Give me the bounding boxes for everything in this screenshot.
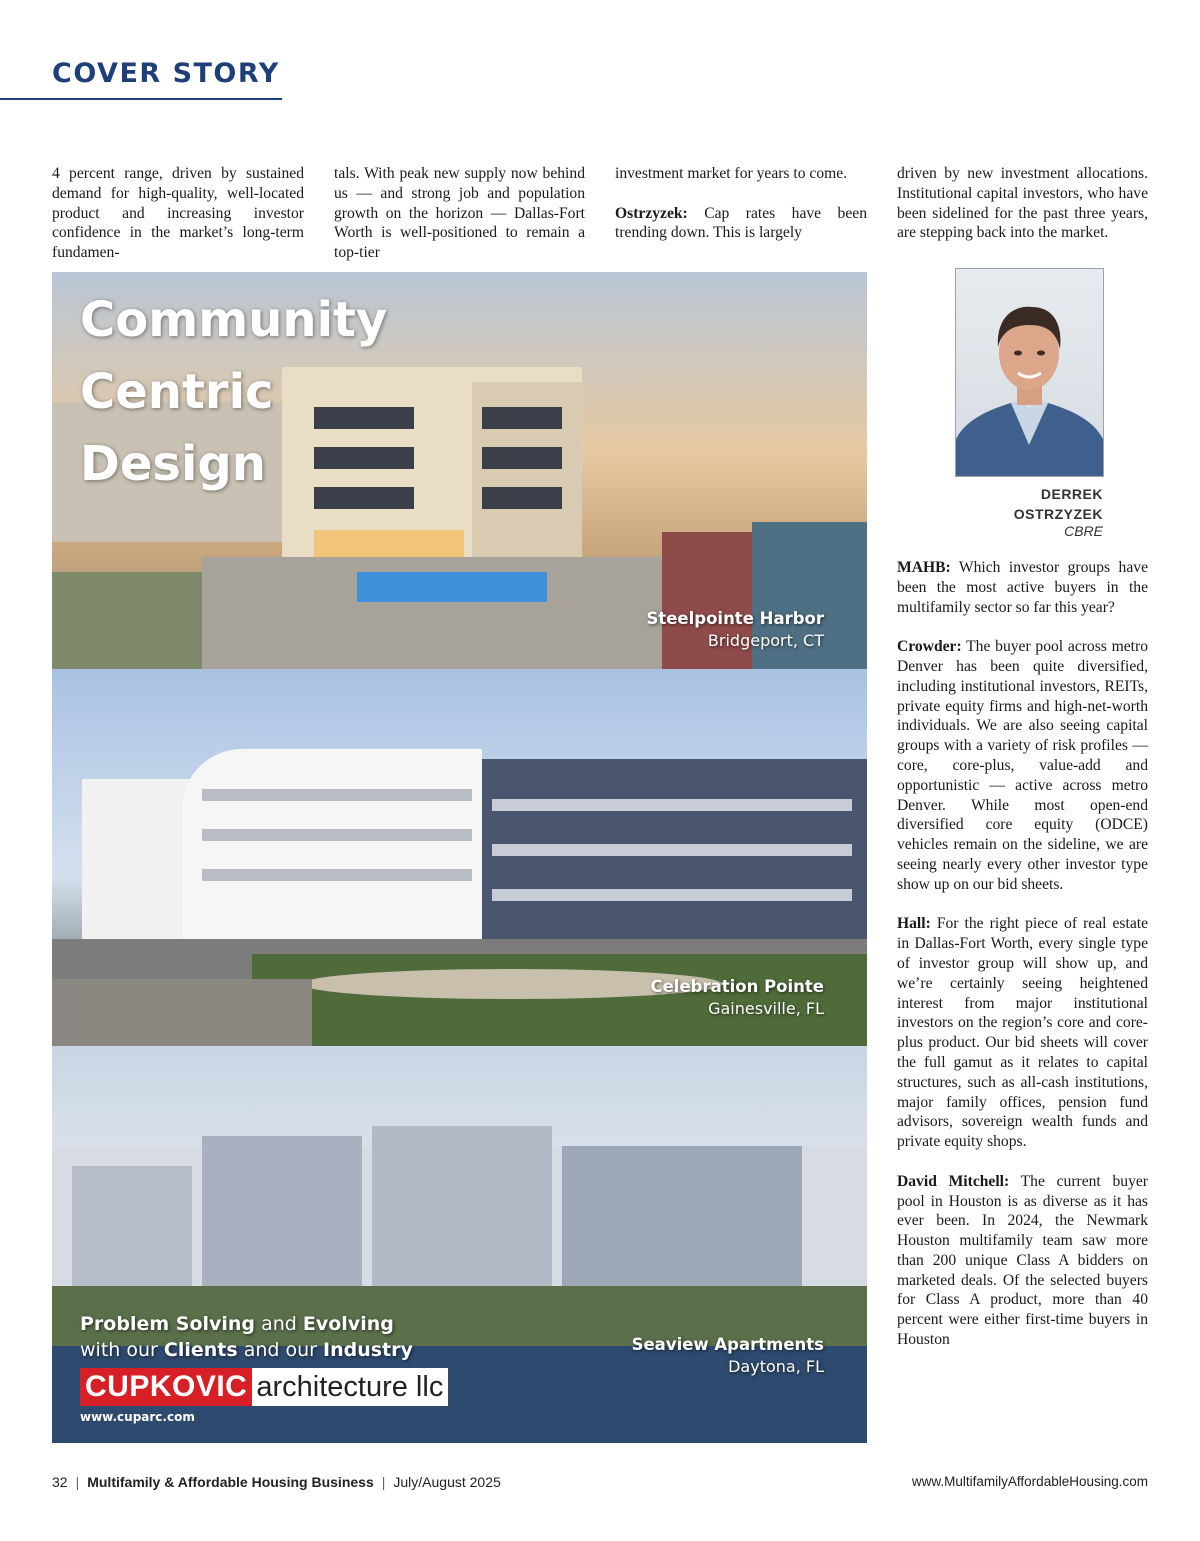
- article-column-3: [615, 164, 867, 243]
- project-caption: [646, 608, 824, 652]
- ad-headline-line: Design: [80, 436, 266, 492]
- speaker-name: David Mitchell:: [897, 1172, 1010, 1190]
- project-name: Celebration Pointe: [650, 977, 824, 996]
- issue-date: July/August 2025: [393, 1474, 501, 1490]
- speaker-name: Ostrzyzek:: [615, 204, 688, 222]
- paragraph: 4 percent range, driven by sustained demand for high-quality, well-located product and increasing investor confidence in the market’s long-term fundamen-: [52, 165, 304, 262]
- article-column-4: [897, 164, 1148, 243]
- project-location: Gainesville, FL: [708, 999, 824, 1018]
- project-location: Daytona, FL: [728, 1357, 824, 1376]
- speaker-name: Crowder:: [897, 638, 962, 656]
- answer-text: For the right piece of real estate in Dallas-Fort Worth, every single type of investor group will show up, and we’re certainly seeing heightened interest from major institutional investors on the region’s core and core-plus product. Our bid sheets will cover the full gamut as it relates to capital structures, such as all-cash institutions, major family offices, pension fund advisors, sovereign wealth funds and private equity shops.: [897, 915, 1148, 1151]
- section-header: [0, 58, 282, 100]
- logo-wordmark: architecture llc: [252, 1368, 448, 1406]
- question-text: Which investor groups have been the most active buyers in the multifamily sector so far this year?: [897, 559, 1148, 616]
- publication-name: Multifamily & Affordable Housing Business: [87, 1474, 374, 1490]
- ad-headline-line: Community: [80, 292, 388, 348]
- page-number: 32: [52, 1474, 68, 1490]
- cupkovic-logo: [80, 1368, 448, 1406]
- project-name: Seaview Apartments: [631, 1335, 824, 1354]
- ad-website-link[interactable]: www.cuparc.com: [80, 1410, 195, 1424]
- paragraph: tals. With peak new supply now behind us — and strong job and population growth on the horizon — Dallas-Fort Worth is well-positioned to remain a top-tier: [334, 165, 585, 262]
- portrait-image: [956, 269, 1103, 476]
- footer-separator: |: [381, 1474, 386, 1490]
- ad-headline: [80, 284, 387, 500]
- answer-text: The current buyer pool in Houston is as diverse as it has ever been. In 2024, the Newmark Houston multifamily team saw more than 200 unique Class A bidders on marketed deals. Of the selected buyers for Class A product, more than 40 percent were either first-time buyers in Houston: [897, 1172, 1148, 1349]
- project-caption: [632, 1334, 824, 1378]
- paragraph: driven by new investment allocations. Institutional capital investors, who have been sidelined for the past three years, are stepping back into the market.: [897, 165, 1148, 242]
- answer: [897, 914, 1148, 1152]
- ad-headline-line: Centric: [80, 364, 274, 420]
- headshot-photo: [955, 268, 1104, 477]
- section-title: COVER STORY: [52, 58, 280, 89]
- publication-website[interactable]: www.MultifamilyAffordableHousing.com: [911, 1474, 1148, 1489]
- logo-mark: CUPKOVIC: [80, 1368, 252, 1406]
- answer: [897, 1172, 1148, 1350]
- page-footer: [52, 1474, 501, 1490]
- answer-text: The buyer pool across metro Denver has been quite diversified, including institutional investors, REITs, private equity firms and high-net-worth individuals. We are also seeing capital groups with a variety of risk profiles — core, core-plus, value-add and opportunistic — active across metro Denver. While most open-end diversified core equity (ODCE) vehicles remain on the sideline, we are seeing nearly every other investor type show up on our bid sheets.: [897, 638, 1148, 893]
- ad-tagline: Problem Solving and Evolving with our Clients and our Industry: [80, 1313, 413, 1361]
- speaker-name: MAHB:: [897, 559, 951, 576]
- profile-last-name: OSTRZYZEK: [1013, 506, 1103, 522]
- project-location: Bridgeport, CT: [707, 631, 824, 650]
- answer: [897, 637, 1148, 894]
- footer-separator: |: [75, 1474, 80, 1490]
- profile-company: CBRE: [1064, 523, 1103, 539]
- article-column-1: [52, 164, 304, 263]
- speaker-name: Hall:: [897, 915, 931, 933]
- profile-name: [1014, 484, 1103, 524]
- project-caption: [650, 976, 824, 1020]
- profile-first-name: DERREK: [1040, 486, 1103, 502]
- article-column-2: [334, 164, 585, 263]
- project-name: Steelpointe Harbor: [646, 609, 824, 628]
- article-column-4-qa: [897, 558, 1148, 1350]
- question: [897, 558, 1148, 617]
- advertisement[interactable]: [52, 272, 867, 1443]
- paragraph: investment market for years to come.: [615, 165, 848, 182]
- paragraph: [615, 204, 867, 244]
- answer-text: Cap rates have been trending down. This is largely: [615, 204, 867, 242]
